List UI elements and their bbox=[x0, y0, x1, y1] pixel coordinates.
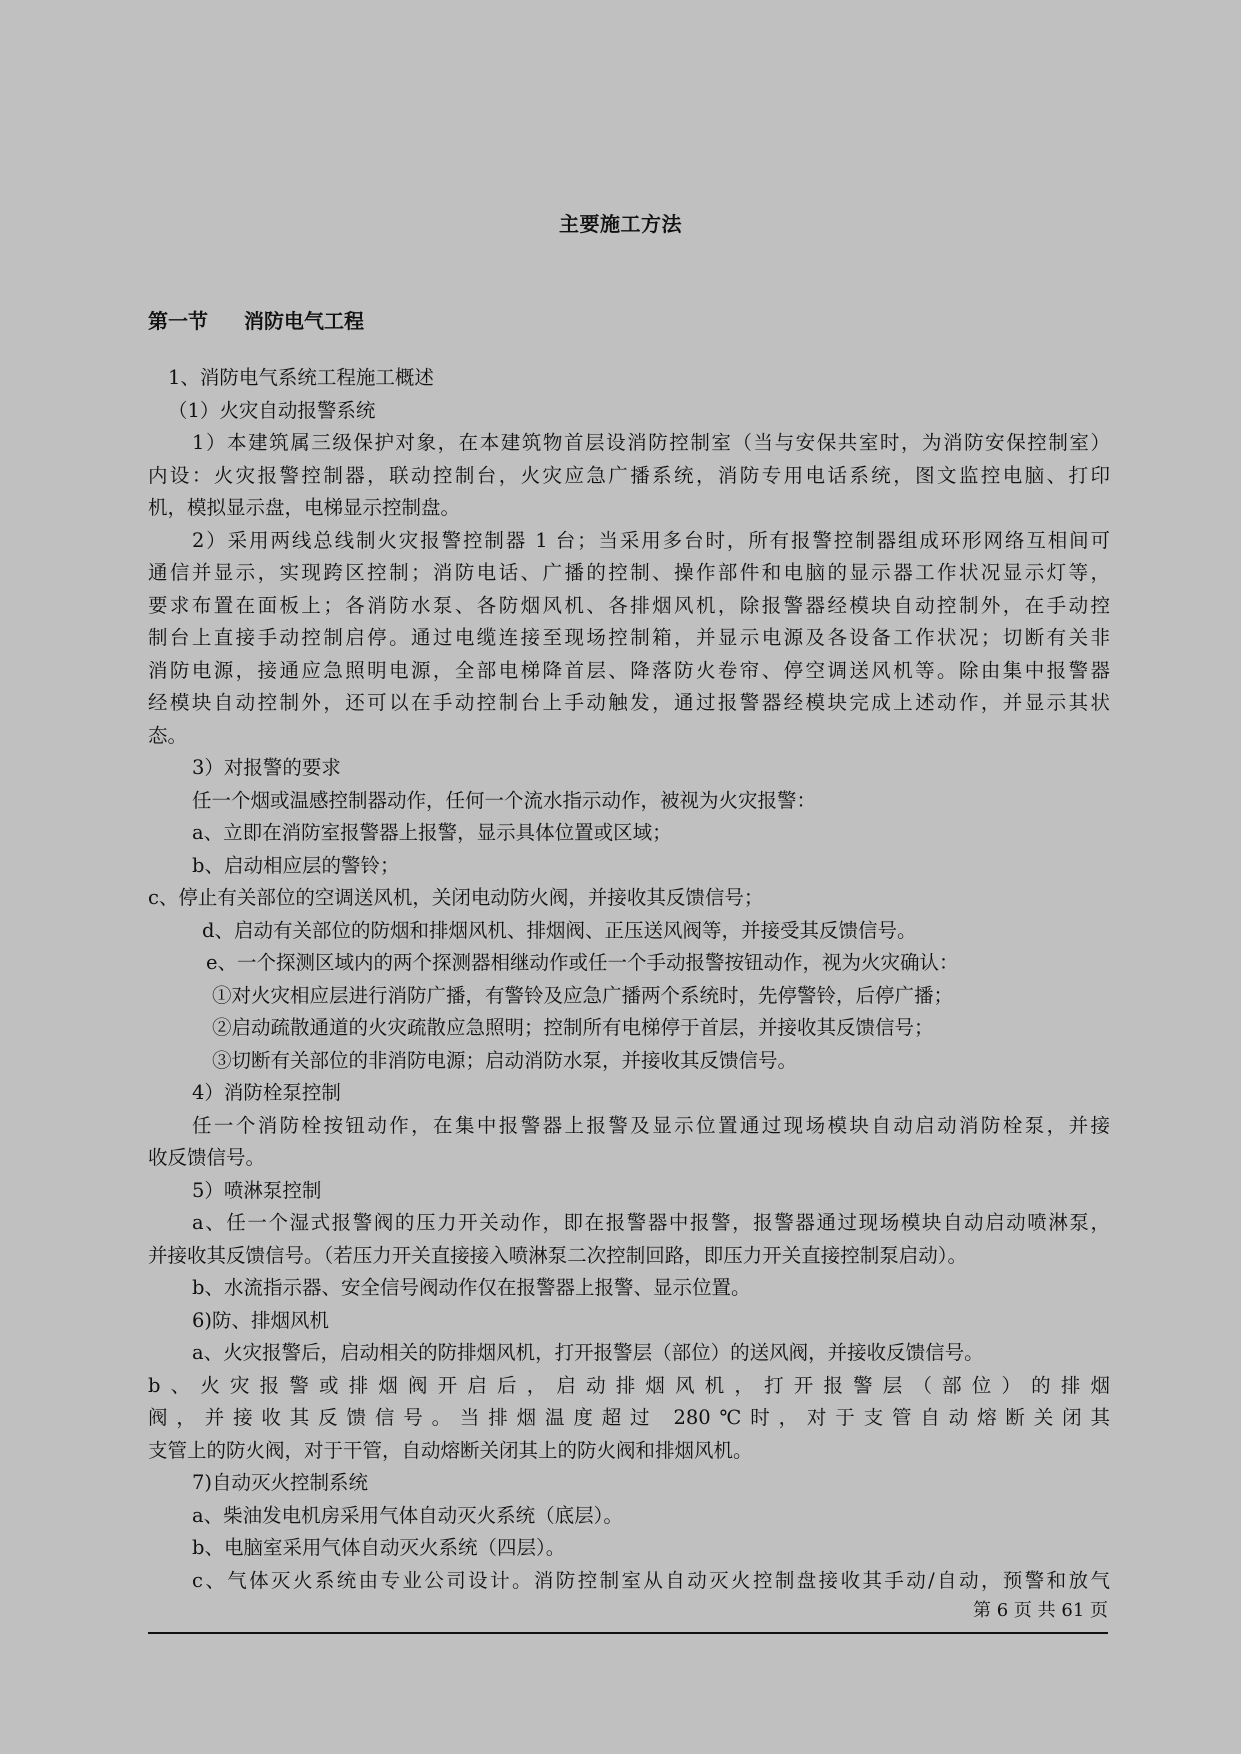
text-line: 态。 bbox=[148, 723, 188, 747]
text-line: a、柴油发电机房采用气体自动灭火系统（底层）。 bbox=[192, 1503, 623, 1527]
section-heading bbox=[148, 305, 364, 334]
text-line: 2）采用两线总线制火灾报警控制器 1 台；当采用多台时，所有报警控制器组成环形网络互相间可 bbox=[192, 528, 1110, 552]
text-line: b、启动相应层的警铃； bbox=[192, 853, 400, 877]
text-line: 经模块自动控制外，还可以在手动控制台上手动触发，通过报警器经模块完成上述动作，并显示其状 bbox=[148, 691, 1110, 714]
text-line: 4）消防栓泵控制 bbox=[192, 1081, 341, 1104]
text-line: a、火灾报警后，启动相关的防排烟风机，打开报警层（部位）的送风阀，并接收反馈信号。 bbox=[192, 1341, 984, 1364]
text-line: c、气体灭火系统由专业公司设计。消防控制室从自动灭火控制盘接收其手动/自动，预警和放气 bbox=[192, 1568, 1110, 1592]
text-line: 任一个消防栓按钮动作，在集中报警器上报警及显示位置通过现场模块自动启动消防栓泵，并接 bbox=[192, 1113, 1110, 1137]
text-line: 5）喷淋泵控制 bbox=[192, 1178, 322, 1202]
text-line: 通信并显示，实现跨区控制；消防电话、广播的控制、操作部件和电脑的显示器工作状况显示灯等， bbox=[148, 561, 1110, 584]
text-line: ①对火灾相应层进行消防广播，有警铃及应急广播两个系统时，先停警铃，后停广播； bbox=[212, 983, 954, 1007]
text-line: 支管上的防火阀，对于干管，自动熔断关闭其上的防火阀和排烟风机。 bbox=[148, 1438, 753, 1462]
section-name: 消防电气工程 bbox=[244, 309, 364, 333]
page-number: 第 6 页 共 61 页 bbox=[973, 1600, 1108, 1621]
text-line: a、任一个湿式报警阀的压力开关动作，即在报警器中报警，报警器通过现场模块自动启动喷淋泵， bbox=[192, 1211, 1110, 1234]
text-line: 任一个烟或温感控制器动作，任何一个流水指示动作，被视为火灾报警： bbox=[192, 788, 817, 812]
text-line: b、火灾报警或排烟阀开启后，启动排烟风机，打开报警层（部位）的排烟 bbox=[148, 1373, 1110, 1397]
text-line: 7)自动灭火控制系统 bbox=[192, 1471, 369, 1494]
text-line: （1）火灾自动报警系统 bbox=[168, 398, 376, 422]
text-line: 1）本建筑属三级保护对象，在本建筑物首层设消防控制室（当与安保共室时，为消防安保控制室） bbox=[192, 431, 1110, 454]
text-line: e、一个探测区域内的两个探测器相继动作或任一个手动报警按钮动作，视为火灾确认： bbox=[206, 951, 959, 974]
text-line: 要求布置在面板上；各消防水泵、各防烟风机、各排烟风机，除报警器经模块自动控制外，在手动控 bbox=[148, 593, 1110, 617]
text-line: 消防电源，接通应急照明电源，全部电梯降首层、降落防火卷帘、停空调送风机等。除由集中报警器 bbox=[148, 658, 1110, 682]
text-line: 制台上直接手动控制启停。通过电缆连接至现场控制箱，并显示电源及各设备工作状况；切断有关非 bbox=[148, 626, 1110, 649]
text-line: 1、消防电气系统工程施工概述 bbox=[168, 366, 434, 389]
text-line: 3）对报警的要求 bbox=[192, 756, 341, 779]
text-line: c、停止有关部位的空调送风机，关闭电动防火阀，并接收其反馈信号； bbox=[148, 886, 764, 909]
text-line: b、水流指示器、安全信号阀动作仅在报警器上报警、显示位置。 bbox=[192, 1276, 751, 1299]
text-line: ②启动疏散通道的火灾疏散应急照明；控制所有电梯停于首层，并接收其反馈信号； bbox=[212, 1016, 934, 1039]
text-line: b、电脑室采用气体自动灭火系统（四层）。 bbox=[192, 1536, 566, 1559]
text-line: d、启动有关部位的防烟和排烟风机、排烟阀、正压送风阀等，并接受其反馈信号。 bbox=[202, 918, 917, 942]
text-line: 并接收其反馈信号。（若压力开关直接接入喷淋泵二次控制回路，即压力开关直接控制泵启动）。 bbox=[148, 1243, 968, 1267]
text-line: 机，模拟显示盘，电梯显示控制盘。 bbox=[148, 496, 461, 519]
text-line: 收反馈信号。 bbox=[148, 1146, 266, 1169]
text-line: 阀，并接收其反馈信号。当排烟温度超过 280℃时，对于支管自动熔断关闭其 bbox=[148, 1406, 1110, 1429]
text-line: 内设：火灾报警控制器，联动控制台，火灾应急广播系统，消防专用电话系统，图文监控电脑、打印 bbox=[148, 463, 1110, 487]
text-line: 6)防、排烟风机 bbox=[192, 1308, 330, 1332]
section-number: 第一节 bbox=[148, 309, 208, 333]
body-text bbox=[148, 362, 1110, 1597]
page-title: 主要施工方法 bbox=[559, 212, 682, 236]
text-line: a、立即在消防室报警器上报警，显示具体位置或区域； bbox=[192, 821, 672, 844]
text-line: ③切断有关部位的非消防电源；启动消防水泵，并接收其反馈信号。 bbox=[212, 1048, 798, 1072]
footer-rule bbox=[148, 1632, 1108, 1634]
